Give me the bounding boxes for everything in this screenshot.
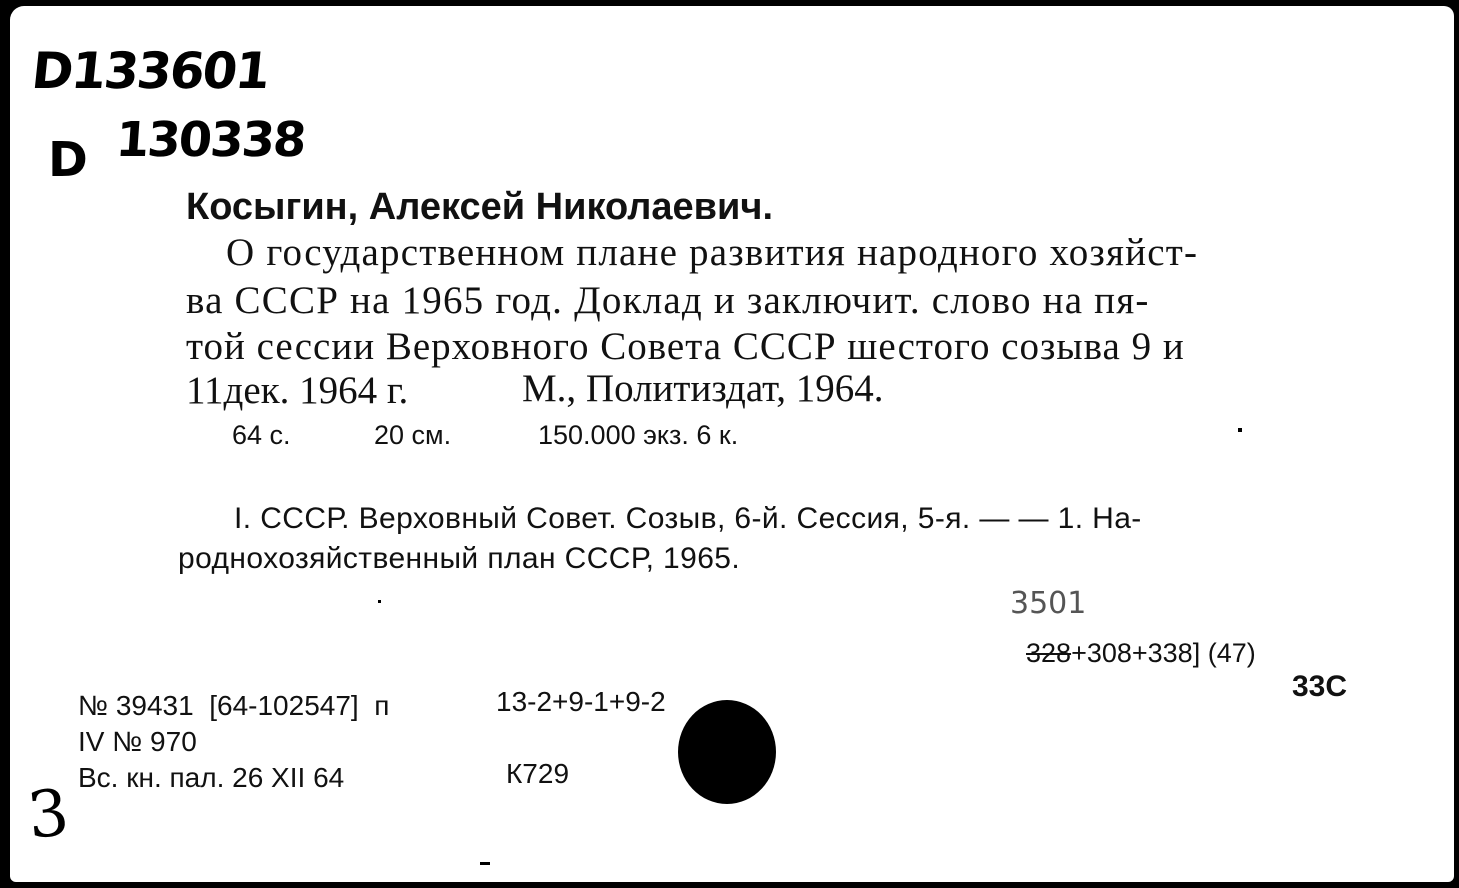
card-number: № 39431 [64-102547] п (78, 690, 390, 721)
subject-line-2: роднохозяйственный план СССР, 1965. (178, 542, 741, 575)
ink-blob (678, 700, 776, 804)
size: 20 см. (374, 420, 452, 450)
subject-line-1: I. СССР. Верховный Совет. Созыв, 6-й. Сессия, 5-я. — — 1. На- (234, 502, 1142, 535)
series: IV № 970 (78, 726, 197, 757)
class-numbers (1026, 638, 1256, 669)
class-code: 33С (1292, 670, 1348, 703)
handwritten-call-number-2: 130338 (114, 112, 307, 168)
order-code: К729 (506, 758, 570, 789)
author-heading: Косыгин, Алексей Николаевич. (186, 186, 773, 228)
title-line-2: ва СССР на 1965 год. Доклад и заключит. слово на пя- (186, 279, 1150, 322)
speck (378, 600, 381, 603)
catalog-card (10, 6, 1454, 882)
faint-handwritten-mark: 3501 (1010, 586, 1087, 621)
print-run-price: 150.000 экз. 6 к. (538, 420, 739, 450)
class-numbers-struck: 328 (1026, 638, 1072, 668)
dot-mark (1238, 428, 1242, 432)
card-extra: 13-2+9-1+9-2 (496, 686, 666, 717)
title-line-1: О государственном плане развития народного хозяйст- (226, 231, 1199, 274)
pages: 64 с. (232, 420, 291, 450)
chamber-stamp: Вс. кн. пал. 26 XII 64 (78, 762, 345, 793)
class-numbers-rest: +308+338] (47) (1071, 638, 1256, 668)
title-line-3: той сессии Верховного Совета СССР шестого созыва 9 и (186, 325, 1185, 368)
imprint: М., Политиздат, 1964. (522, 367, 884, 410)
handwritten-call-number-1: D133601 (28, 42, 272, 100)
speck (480, 862, 490, 865)
pencil-number: 3 (24, 776, 73, 854)
handwritten-call-number-2-prefix: D (48, 132, 88, 188)
title-line-4: 11дек. 1964 г. (186, 369, 409, 412)
